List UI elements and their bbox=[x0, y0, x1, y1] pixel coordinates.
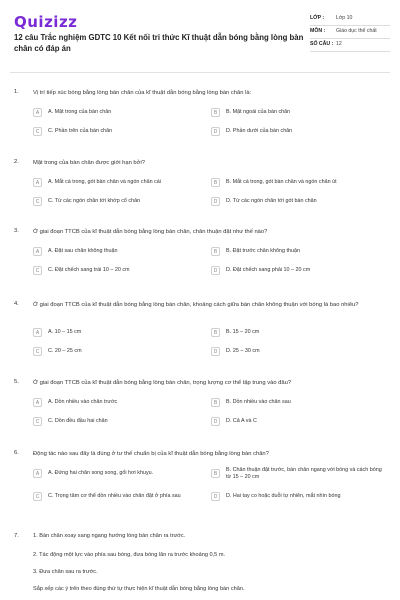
answer-option-c[interactable] bbox=[33, 414, 205, 429]
option-letter-badge: B bbox=[211, 178, 220, 187]
answer-option-d[interactable] bbox=[211, 124, 383, 139]
option-label: C. 20 – 25 cm bbox=[48, 348, 82, 354]
question-text: Ở giai đoạn TTCB của kĩ thuật dẫn bóng bằng lòng bàn chân, khoảng cách giữa bàn chân không thuận với bóng là bao nhiêu? bbox=[33, 302, 359, 308]
question-text: Động tác nào sau đây là đúng ở tư thế chuẩn bị của kĩ thuật dẫn bóng bằng lòng bàn chân? bbox=[33, 451, 269, 457]
answer-option-c[interactable] bbox=[33, 344, 205, 359]
option-label: B. Chân thuận đặt trước, bàn chân ngang với bóng và cách bóng từ 15 – 20 cm bbox=[226, 466, 382, 480]
option-letter-badge: B bbox=[211, 469, 220, 478]
answer-option-d[interactable] bbox=[211, 344, 383, 359]
answer-option-a[interactable] bbox=[33, 466, 205, 481]
option-letter-badge: A bbox=[33, 178, 42, 187]
answer-option-d[interactable] bbox=[211, 489, 383, 504]
option-letter-badge: A bbox=[33, 108, 42, 117]
worksheet-title: 12 câu Trắc nghiệm GDTC 10 Kết nối tri thức Kĩ thuật dẫn bóng bằng lòng bàn chân có đáp án bbox=[14, 33, 304, 53]
answer-option-c[interactable] bbox=[33, 489, 205, 504]
option-letter-badge: B bbox=[211, 108, 220, 117]
meta-count-row bbox=[310, 39, 390, 52]
question-text: Ở giai đoạn TTCB của kĩ thuật dẫn bóng bằng lòng bàn chân, trọng lượng cơ thể tập trung vào đâu? bbox=[33, 380, 292, 386]
option-letter-badge: C bbox=[33, 266, 42, 275]
option-label: B. Đặt trước chân không thuận bbox=[226, 248, 300, 254]
answer-option-c[interactable] bbox=[33, 263, 205, 278]
option-label: A. Đặt sau chân không thuận bbox=[48, 248, 118, 254]
option-letter-badge: D bbox=[211, 417, 220, 426]
answer-option-b[interactable] bbox=[211, 105, 383, 120]
answer-option-d[interactable] bbox=[211, 414, 383, 429]
meta-subject-row bbox=[310, 26, 390, 39]
question-statement-line: Sắp xếp các ý trên theo đúng thứ tự thực hiện kĩ thuật dẫn bóng bằng lòng bàn chân. bbox=[33, 586, 245, 592]
option-letter-badge: A bbox=[33, 469, 42, 478]
question-number: 2. bbox=[14, 159, 19, 165]
option-letter-badge: D bbox=[211, 127, 220, 136]
worksheet-meta bbox=[310, 13, 390, 52]
answer-option-c[interactable] bbox=[33, 194, 205, 209]
option-label: B. 15 – 20 cm bbox=[226, 329, 260, 335]
worksheet-header bbox=[0, 0, 400, 70]
option-label: C. Dồn đều đầu hai chân bbox=[48, 418, 108, 424]
option-letter-badge: C bbox=[33, 197, 42, 206]
option-label: D. Cả A và C bbox=[226, 418, 257, 424]
count-value: 12 bbox=[336, 41, 342, 47]
option-letter-badge: D bbox=[211, 266, 220, 275]
answer-option-b[interactable] bbox=[211, 466, 383, 481]
question-number: 7. bbox=[14, 533, 19, 539]
option-label: B. Mặt ngoài của bàn chân bbox=[226, 109, 291, 115]
answer-option-a[interactable] bbox=[33, 244, 205, 259]
option-label: A. Dồn nhiều vào chân trước bbox=[48, 399, 118, 405]
question-statement-line: 2. Tác động một lực vào phía sau bóng, đưa bóng lăn ra trước khoảng 0,5 m. bbox=[33, 552, 226, 558]
option-label: C. Từ các ngón chân tới khớp cổ chân bbox=[48, 198, 141, 204]
option-label: A. Mắt cá trong, gót bàn chân và ngón chân cái bbox=[48, 179, 161, 185]
option-label: C. Phần trên của bàn chân bbox=[48, 128, 113, 134]
option-letter-badge: B bbox=[211, 328, 220, 337]
option-label: D. Hai tay co hoặc duỗi tự nhiên, mắt nhìn bóng bbox=[226, 493, 341, 499]
answer-option-a[interactable] bbox=[33, 105, 205, 120]
option-letter-badge: B bbox=[211, 247, 220, 256]
question-number: 6. bbox=[14, 450, 19, 456]
option-label: D. 25 – 30 cm bbox=[226, 348, 260, 354]
question-number: 1. bbox=[14, 89, 19, 95]
header-divider bbox=[10, 72, 390, 73]
option-letter-badge: B bbox=[211, 398, 220, 407]
option-label: D. Phần dưới của bàn chân bbox=[226, 128, 293, 134]
count-label: SỐ CÂU : bbox=[310, 41, 334, 47]
class-value: Lớp 10 bbox=[336, 15, 353, 21]
option-letter-badge: D bbox=[211, 492, 220, 501]
answer-option-b[interactable] bbox=[211, 244, 383, 259]
question-text: Ở giai đoạn TTCB của kĩ thuật dẫn bóng bằng lòng bàn chân, chân thuận đặt như thế nào? bbox=[33, 229, 268, 235]
option-letter-badge: D bbox=[211, 347, 220, 356]
answer-option-d[interactable] bbox=[211, 194, 383, 209]
option-label: C. Đặt chếch sang trái 10 – 20 cm bbox=[48, 267, 130, 273]
question-number: 3. bbox=[14, 228, 19, 234]
meta-class-row bbox=[310, 13, 390, 26]
answer-option-a[interactable] bbox=[33, 395, 205, 410]
option-label: A. Mặt trong của bàn chân bbox=[48, 109, 112, 115]
option-label: C. Trọng tâm cơ thể dồn nhiều vào chân đặt ở phía sau bbox=[48, 493, 181, 499]
option-letter-badge: C bbox=[33, 347, 42, 356]
quizizz-logo[interactable]: Quizizz bbox=[14, 13, 78, 31]
option-label: D. Từ các ngón chân tới gót bàn chân bbox=[226, 198, 317, 204]
option-letter-badge: A bbox=[33, 328, 42, 337]
option-letter-badge: C bbox=[33, 417, 42, 426]
option-letter-badge: A bbox=[33, 398, 42, 407]
class-label: LỚP : bbox=[310, 15, 325, 21]
option-letter-badge: C bbox=[33, 127, 42, 136]
option-label: A. Đứng hai chân song song, gối hơi khuỵu. bbox=[48, 470, 154, 476]
subject-value: Giáo dục thể chất bbox=[336, 28, 377, 34]
question-statement-line: 3. Đưa chân sau ra trước. bbox=[33, 569, 98, 575]
answer-option-a[interactable] bbox=[33, 325, 205, 340]
option-label: B. Dồn nhiều vào chân sau bbox=[226, 399, 291, 405]
question-statement-line: 1. Bàn chân xoay sang ngang hướng lòng bàn chân ra trước. bbox=[33, 533, 186, 539]
question-number: 5. bbox=[14, 379, 19, 385]
question-number: 4. bbox=[14, 301, 19, 307]
option-label: B. Mắt cá trong, gót bàn chân và ngón chân út bbox=[226, 179, 337, 185]
question-text: Vị trí tiếp xúc bóng bằng lòng bàn chân của kĩ thuật dẫn bóng bằng lòng bàn chân là: bbox=[33, 90, 252, 96]
answer-option-b[interactable] bbox=[211, 325, 383, 340]
subject-label: MÔN : bbox=[310, 28, 326, 34]
option-label: A. 10 – 15 cm bbox=[48, 329, 82, 335]
option-letter-badge: C bbox=[33, 492, 42, 501]
answer-option-b[interactable] bbox=[211, 175, 383, 190]
answer-option-b[interactable] bbox=[211, 395, 383, 410]
answer-option-a[interactable] bbox=[33, 175, 205, 190]
answer-option-d[interactable] bbox=[211, 263, 383, 278]
answer-option-c[interactable] bbox=[33, 124, 205, 139]
option-letter-badge: A bbox=[33, 247, 42, 256]
question-text: Mặt trong của bàn chân được giới hạn bởi? bbox=[33, 160, 145, 166]
option-letter-badge: D bbox=[211, 197, 220, 206]
option-label: D. Đặt chếch sang phải 10 – 20 cm bbox=[226, 267, 311, 273]
